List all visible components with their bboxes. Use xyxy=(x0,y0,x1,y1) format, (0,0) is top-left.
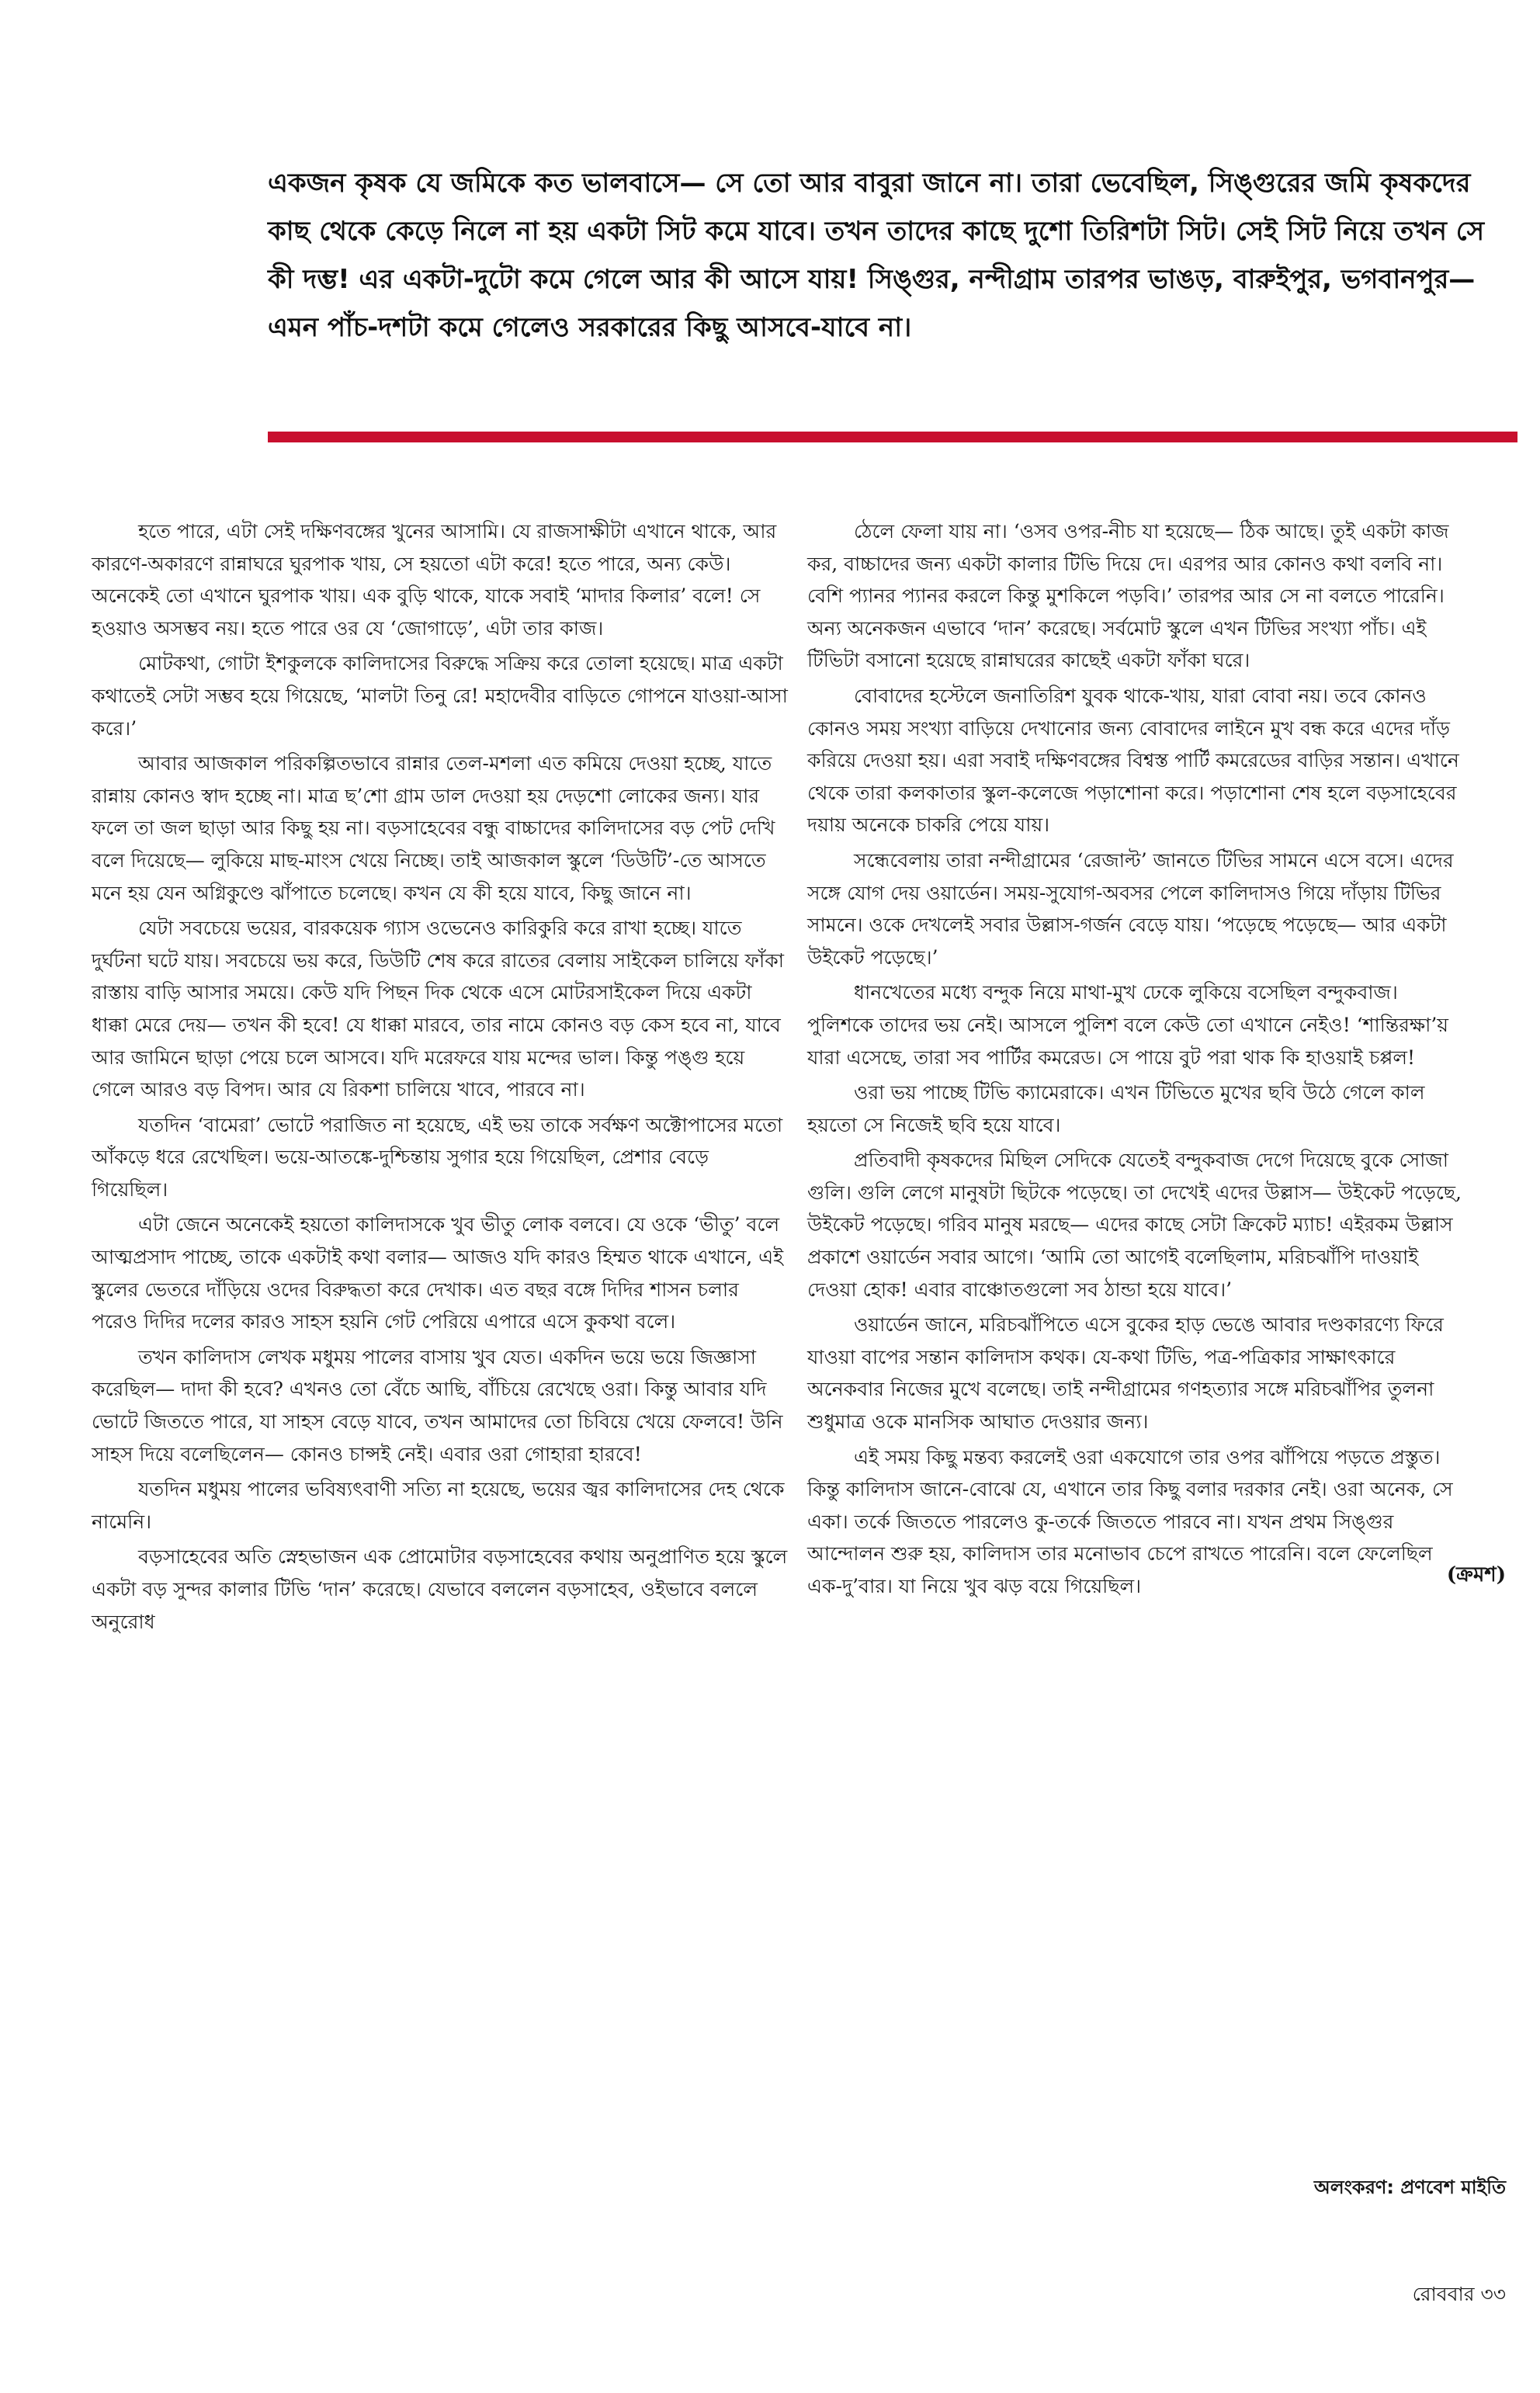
paragraph: প্রতিবাদী কৃষকদের মিছিল সেদিকে যেতেই বন্দুকবাজ দেগে দিয়েছে বুকে সোজা গুলি। গুলি লেগে মানুষটা ছিটকে পড়েছে। তা দেখেই এদের উল্লাস— উইকেট পড়েছে, উইকেট পড়েছে। গরিব মানুষ মরছে— এদের কাছে সেটা ক্রিকেট ম্যাচ! এইরকম উল্লাস প্রকাশে ওয়ার্ডেন সবার আগে। ‘আমি তো আগেই বলেছিলাম, মরিচঝাঁপি দাওয়াই দেওয়া হোক! এবার বাঞ্চোতগুলো সব ঠান্ডা হয়ে যাবে।’ xyxy=(807,1149,1462,1301)
paragraph: সন্ধেবেলায় তারা নন্দীগ্রামের ‘রেজাল্ট’ জানতে টিভির সামনে এসে বসে। এদের সঙ্গে যোগ দেয় ওয়ার্ডেন। সময়-সুযোগ-অবসর পেলে কালিদাসও গিয়ে দাঁড়ায় টিভির সামনে। ওকে দেখলেই সবার উল্লাস-গর্জন বেড়ে যায়। ‘পড়েছে পড়েছে— আর একটা উইকেট পড়েছে।’ xyxy=(807,848,1454,969)
paragraph: এটা জেনে অনেকেই হয়তো কালিদাসকে খুব ভীতু লোক বলবে। যে ওকে ‘ভীতু’ বলে আত্মপ্রসাদ পাচ্ছে, তাকে একটাই কথা বলার— আজও যদি কারও হিম্মত থাকে এখানে, এই স্কুলের ভেতরে দাঁড়িয়ে ওদের বিরুদ্ধতা করে দেখাক। এত বছর বঙ্গে দিদির শাসন চলার পরেও দিদির দলের কারও সাহস হয়নি গেট পেরিয়ে এপারে এসে কুকথা বলে। xyxy=(92,1213,784,1333)
paragraph: হতে পারে, এটা সেই দক্ষিণবঙ্গের খুনের আসামি। যে রাজসাক্ষীটা এখানে থাকে, আর কারণে-অকারণে রান্নাঘরে ঘুরপাক খায়, সে হয়তো এটা করে! হতে পারে, অন্য কেউ। অনেকেই তো এখানে ঘুরপাক খায়। এক বুড়ি থাকে, যাকে সবাই ‘মাদার কিলার’ বলে! সে হওয়াও অসম্ভব নয়। হতে পারে ওর যে ‘জোগাড়ে’, এটা তার কাজ। xyxy=(92,520,777,640)
paragraph: এই সময় কিছু মন্তব্য করলেই ওরা একযোগে তার ওপর ঝাঁপিয়ে পড়তে প্রস্তুত। কিন্তু কালিদাস জানে-বোঝে যে, এখানে তার কিছু বলার দরকার নেই। ওরা অনেক, সে একা। তর্কে জিততে পারলেও কু-তর্কে জিততে পারবে না। যখন প্রথম সিঙ্গুর আন্দোলন শুরু হয়, কালিদাস তার মনোভাব চেপে রাখতে পারেনি। বলে ফেলেছিল এক-দু’বার। যা নিয়ে খুব ঝড় বয়ে গিয়েছিল। xyxy=(807,1445,1453,1597)
paragraph: ওয়ার্ডেন জানে, মরিচঝাঁপিতে এসে বুকের হাড় ভেঙে আবার দণ্ডকারণ্যে ফিরে যাওয়া বাপের সন্তান কালিদাস কথক। যে-কথা টিভি, পত্র-পত্রিকার সাক্ষাৎকারে অনেকবার নিজের মুখে বলেছে। তাই নন্দীগ্রামের গণহত্যার সঙ্গে মরিচঝাঁপির তুলনা শুধুমাত্র ওকে মানসিক আঘাত দেওয়ার জন্য। xyxy=(807,1313,1444,1434)
paragraph: মোটকথা, গোটা ইশকুলকে কালিদাসের বিরুদ্ধে সক্রিয় করে তোলা হয়েছে। মাত্র একটা কথাতেই সেটা সম্ভব হয়ে গিয়েছে, ‘মালটা তিনু রে! মহাদেবীর বাড়িতে গোপনে যাওয়া-আসা করে।’ xyxy=(92,652,788,740)
paragraph: বড়সাহেবের অতি স্নেহভাজন এক প্রোমোটার বড়সাহেবের কথায় অনুপ্রাণিত হয়ে স্কুলে একটা বড় সুন্দর কালার টিভি ‘দান’ করেছে। যেভাবে বললেন বড়সাহেব, ওইভাবে বললে অনুরোধ xyxy=(92,1545,788,1633)
to-be-continued: (ক্রমশ) xyxy=(1446,1563,1506,1587)
paragraph: ঠেলে ফেলা যায় না। ‘ওসব ওপর-নীচ যা হয়েছে— ঠিক আছে। তুই একটা কাজ কর, বাচ্চাদের জন্য একটা কালার টিভি দিয়ে দে। এরপর আর কোনও কথা বলবি না। বেশি প্যানর প্যানর করলে কিন্তু মুশকিলে পড়বি।’ তারপর আর সে না বলতে পারেনি। অন্য অনেকজন এভাবে ‘দান’ করেছে। সর্বমোট স্কুলে এখন টিভির সংখ্যা পাঁচ। এই টিভিটা বসানো হয়েছে রান্নাঘরের কাছেই একটা ফাঁকা ঘরে। xyxy=(807,520,1449,672)
page-folio: রোববার ৩৩ xyxy=(1412,2283,1506,2305)
article-column-right xyxy=(807,515,1467,1603)
article-column-left xyxy=(92,515,790,1638)
illustration-credit: অলংকরণ: প্রণবেশ মাইতি xyxy=(1313,2176,1506,2198)
paragraph: তখন কালিদাস লেখক মধুময় পালের বাসায় খুব যেত। একদিন ভয়ে ভয়ে জিজ্ঞাসা করেছিল— দাদা কী হবে? এখনও তো বেঁচে আছি, বাঁচিয়ে রেখেছে ওরা। কিন্তু আবার যদি ভোটে জিততে পারে, যা সাহস বেড়ে যাবে, তখন আমাদের তো চিবিয়ে খেয়ে ফেলবে! উনি সাহস দিয়ে বলেছিলেন— কোনও চান্সই নেই। এবার ওরা গোহারা হারবে! xyxy=(92,1345,783,1465)
paragraph: যতদিন ‘বামেরা’ ভোটে পরাজিত না হয়েছে, এই ভয় তাকে সর্বক্ষণ অক্টোপাসের মতো আঁকড়ে ধরে রেখেছিল। ভয়ে-আতঙ্কে-দুশ্চিন্তায় সুগার হয়ে গিয়েছিল, প্রেশার বেড়ে গিয়েছিল। xyxy=(92,1113,783,1201)
paragraph: যতদিন মধুময় পালের ভবিষ্যৎবাণী সত্যি না হয়েছে, ভয়ের জ্বর কালিদাসের দেহ থেকে নামেনি। xyxy=(92,1478,785,1533)
paragraph: আবার আজকাল পরিকল্পিতভাবে রান্নার তেল-মশলা এত কমিয়ে দেওয়া হচ্ছে, যাতে রান্নায় কোনও স্বাদ হচ্ছে না। মাত্র ছ’শো গ্রাম ডাল দেওয়া হয় দেড়শো লোকের জন্য। যার ফলে তা জল ছাড়া আর কিছু হয় না। বড়সাহেবের বন্ধু বাচ্চাদের কালিদাসের বড় পেট দেখি বলে দিয়েছে— লুকিয়ে মাছ-মাংস খেয়ে নিচ্ছে। তাই আজকাল স্কুলে ‘ডিউটি’-তে আসতে মনে হয় যেন অগ্নিকুণ্ডে ঝাঁপাতে চলেছে। কখন যে কী হয়ে যাবে, কিছু জানে না। xyxy=(92,752,775,904)
paragraph: ধানখেতের মধ্যে বন্দুক নিয়ে মাথা-মুখ ঢেকে লুকিয়ে বসেছিল বন্দুকবাজ। পুলিশকে তাদের ভয় নেই। আসলে পুলিশ বলে কেউ তো এখানে নেইও! ‘শান্তিরক্ষা’য় যারা এসেছে, তারা সব পার্টির কমরেড। সে পায়ে বুট পরা থাক কি হাওয়াই চপ্পল! xyxy=(807,981,1449,1069)
paragraph: বোবাদের হস্টেলে জনাতিরিশ যুবক থাকে-খায়, যারা বোবা নয়। তবে কোনও কোনও সময় সংখ্যা বাড়িয়ে দেখানোর জন্য বোবাদের লাইনে মুখ বন্ধ করে এদের দাঁড় করিয়ে দেওয়া হয়। এরা সবাই দক্ষিণবঙ্গের বিশ্বস্ত পার্টি কমরেডের বাড়ির সন্তান। এখানে থেকে তারা কলকাতার স্কুল-কলেজে পড়াশোনা করে। পড়াশোনা শেষ হলে বড়সাহেবের দয়ায় অনেকে চাকরি পেয়ে যায়। xyxy=(807,684,1459,837)
pull-quote: একজন কৃষক যে জমিকে কত ভালবাসে— সে তো আর বাবুরা জানে না। তারা ভেবেছিল, সিঙ্গুরের জমি কৃষকদের কাছ থেকে কেড়ে নিলে না হয় একটা সিট কমে যাবে। তখন তাদের কাছে দুশো তিরিশটা সিট। সেই সিট নিয়ে তখন সে কী দম্ভ! এর একটা-দুটো কমে গেলে আর কী আসে যায়! সিঙ্গুর, নন্দীগ্রাম তারপর ভাঙড়, বারুইপুর, ভগবানপুর— এমন পাঁচ-দশটা কমে গেলেও সরকারের কিছু আসবে-যাবে না। xyxy=(268,168,1485,343)
paragraph: যেটা সবচেয়ে ভয়ের, বারকয়েক গ্যাস ওভেনেও কারিকুরি করে রাখা হচ্ছে। যাতে দুর্ঘটনা ঘটে যায়। সবচেয়ে ভয় করে, ডিউটি শেষ করে রাতের বেলায় সাইকেল চালিয়ে ফাঁকা রাস্তায় বাড়ি আসার সময়ে। কেউ যদি পিছন দিক থেকে এসে মোটরসাইকেল দিয়ে একটা ধাক্কা মেরে দেয়— তখন কী হবে! যে ধাক্কা মারবে, তার নামে কোনও বড় কেস হবে না, যাবে আর জামিনে ছাড়া পেয়ে চলে আসবে। যদি মরেফরে যায় মন্দের ভাল। কিন্তু পঙ্গু হয়ে গেলে আরও বড় বিপদ। আর যে রিকশা চালিয়ে খাবে, পারবে না। xyxy=(92,917,784,1101)
red-divider-rule xyxy=(268,432,1517,442)
paragraph: ওরা ভয় পাচ্ছে টিভি ক্যামেরাকে। এখন টিভিতে মুখের ছবি উঠে গেলে কাল হয়তো সে নিজেই ছবি হয়ে যাবে। xyxy=(807,1081,1425,1136)
